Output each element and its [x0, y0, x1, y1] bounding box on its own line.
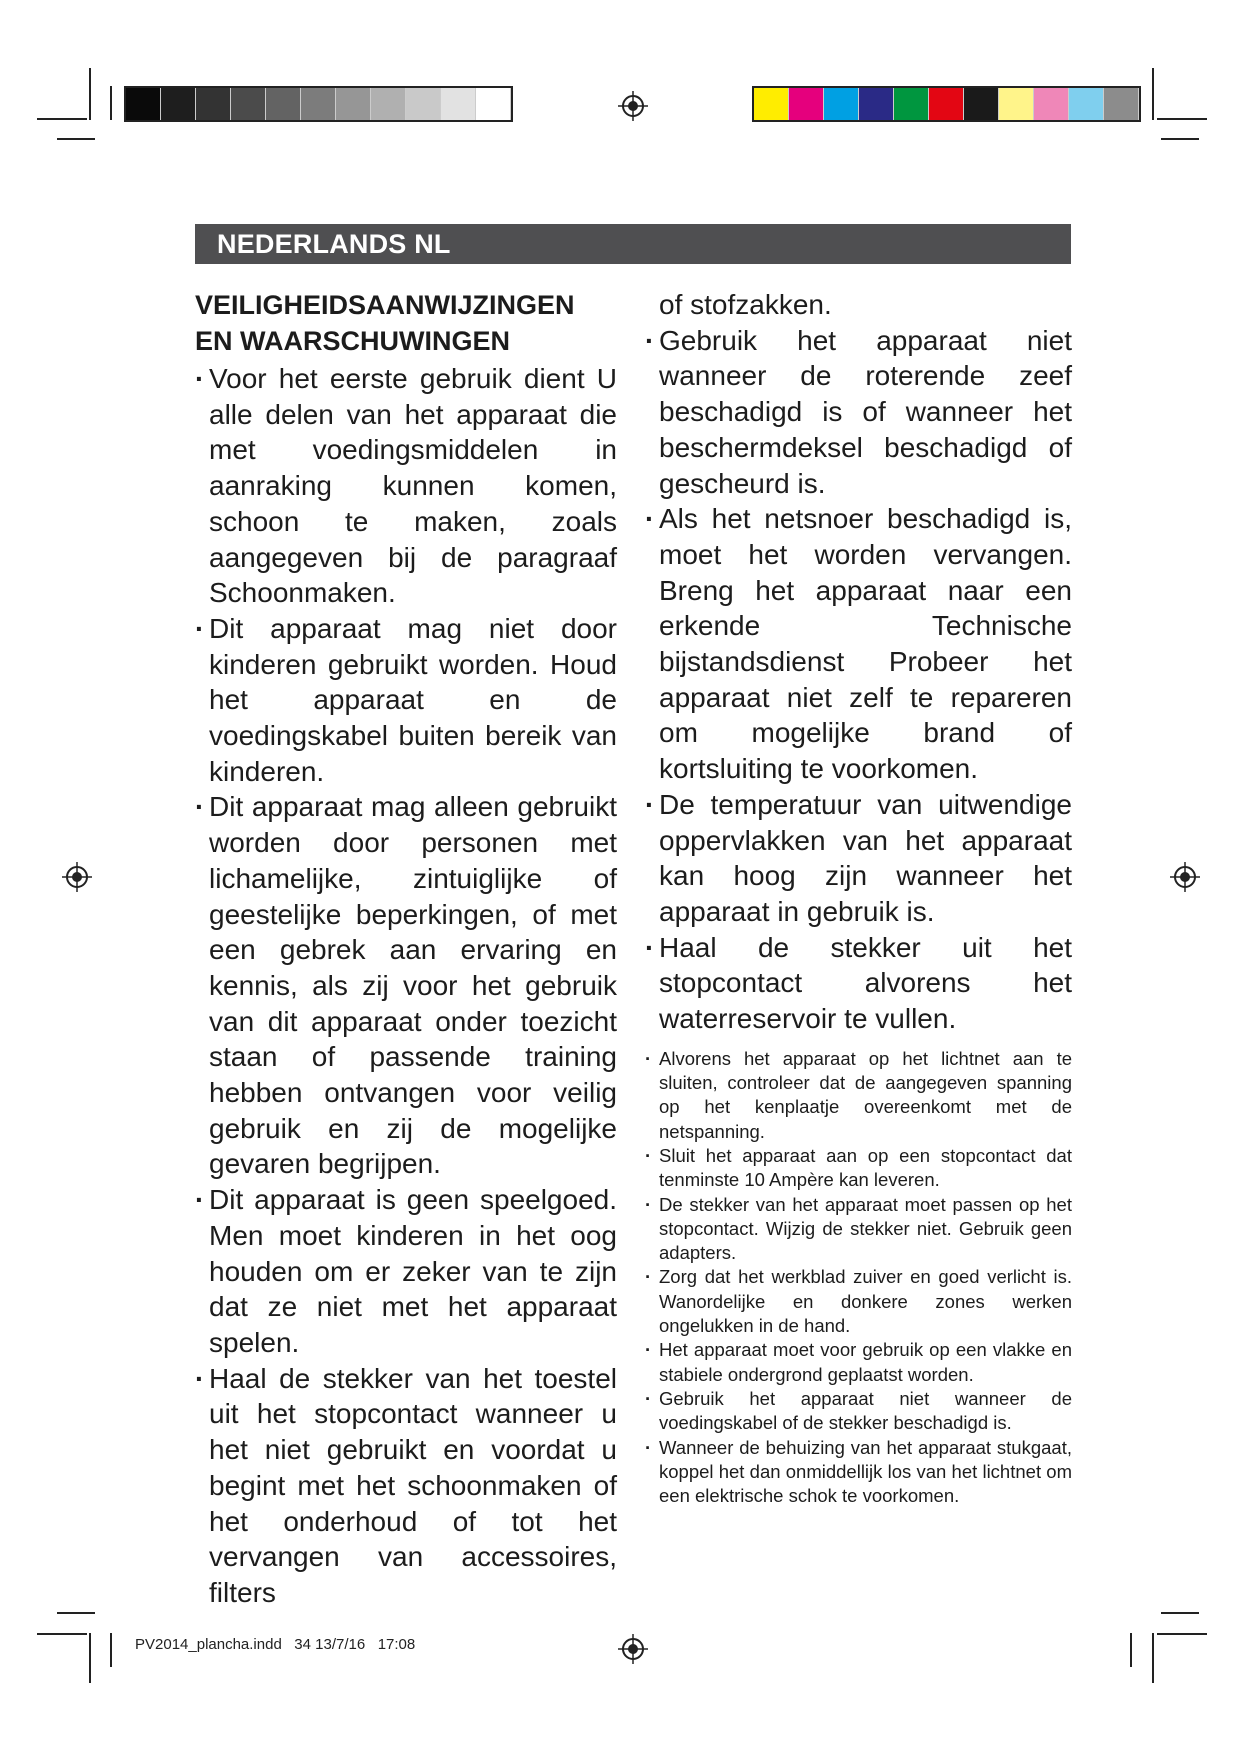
- language-header: NEDERLANDS NL: [195, 224, 1071, 264]
- list-item: · Wanneer de behuizing van het apparaat stukgaat, koppel het dan onmiddellijk los van het lichtnet om een elektrische schok te voorkomen.: [645, 1436, 1072, 1509]
- crop-mark: [110, 1633, 112, 1667]
- list-item: · Dit apparaat mag niet door kinderen gebruikt worden. Houd het apparaat en de voedingskabel buiten bereik van kinderen.: [195, 611, 617, 790]
- crop-mark: [110, 86, 112, 120]
- color-swatch: [336, 88, 371, 120]
- list-item: · Haal de stekker uit het stopcontact alvorens het waterreservoir te vullen.: [645, 930, 1072, 1037]
- list-item: · Gebruik het apparaat niet wanneer de roterende zeef beschadigd is of wanneer het beschermdeksel beschadigd of gescheurd is.: [645, 323, 1072, 502]
- safety-list-small: [645, 1047, 1072, 1509]
- crop-mark: [1152, 1633, 1154, 1683]
- color-swatch: [301, 88, 336, 120]
- color-swatch: [1034, 88, 1069, 120]
- safety-list-right: [645, 323, 1072, 1037]
- crop-mark: [1161, 138, 1199, 140]
- registration-mark-icon: [618, 1634, 648, 1664]
- color-swatch: [894, 88, 929, 120]
- list-item: · Sluit het apparaat aan op een stopcontact dat tenminste 10 Ampère kan leveren.: [645, 1144, 1072, 1193]
- list-item: · Alvorens het apparaat op het lichtnet aan te sluiten, controleer dat de aangegeven spanning op het kenplaatje overeenkomt met de netspanning.: [645, 1047, 1072, 1144]
- color-swatch: [126, 88, 161, 120]
- right-column: [645, 287, 1072, 1508]
- color-swatch: [754, 88, 789, 120]
- list-item: · Voor het eerste gebruik dient U alle delen van het apparaat die met voedingsmiddelen in aanraking kunnen komen, schoon te maken, zoals aangegeven bij de paragraaf Schoonmaken.: [195, 361, 617, 611]
- list-item: · Dit apparaat is geen speelgoed. Men moet kinderen in het oog houden om er zeker van te zijn dat ze niet met het apparaat spelen.: [195, 1182, 617, 1361]
- color-calibration-bar: [752, 86, 1141, 122]
- color-swatch: [161, 88, 196, 120]
- crop-mark: [37, 118, 87, 120]
- list-item: · Haal de stekker van het toestel uit het stopcontact wanneer u het niet gebruikt en voordat u begint met het schoonmaken of het onderhoud of tot het vervangen van accessoires, filters: [195, 1361, 617, 1611]
- crop-mark: [37, 1633, 87, 1635]
- safety-list-left: [195, 361, 617, 1611]
- left-column: [195, 287, 617, 1611]
- section-heading-line2: EN WAARSCHUWINGEN: [195, 326, 510, 356]
- color-swatch: [824, 88, 859, 120]
- registration-mark-icon: [1170, 862, 1200, 892]
- color-swatch: [231, 88, 266, 120]
- continued-text: of stofzakken.: [659, 289, 832, 320]
- color-swatch: [266, 88, 301, 120]
- gray-calibration-bar: [124, 86, 513, 122]
- crop-mark: [57, 138, 95, 140]
- crop-mark: [1157, 1633, 1207, 1635]
- color-swatch: [371, 88, 406, 120]
- registration-mark-icon: [618, 91, 648, 121]
- crop-mark: [57, 1612, 95, 1614]
- list-item: · Gebruik het apparaat niet wanneer de voedingskabel of de stekker beschadigd is.: [645, 1387, 1072, 1436]
- list-item: · Als het netsnoer beschadigd is, moet het worden vervangen. Breng het apparaat naar een erkende Technische bijstandsdienst Probeer het apparaat niet zelf te repareren om mogelijke brand of kortsluiting te voorkomen.: [645, 501, 1072, 787]
- color-swatch: [789, 88, 824, 120]
- print-slug: PV2014_plancha.indd 34 13/7/16 17:08: [135, 1636, 416, 1653]
- color-swatch: [859, 88, 894, 120]
- list-item: · Het apparaat moet voor gebruik op een vlakke en stabiele ondergrond geplaatst worden.: [645, 1338, 1072, 1387]
- registration-mark-icon: [62, 862, 92, 892]
- crop-mark: [1152, 68, 1154, 120]
- list-item: · De stekker van het apparaat moet passen op het stopcontact. Wijzig de stekker niet. Gebruik geen adapters.: [645, 1193, 1072, 1266]
- color-swatch: [929, 88, 964, 120]
- list-item: · Zorg dat het werkblad zuiver en goed verlicht is. Wanordelijke en donkere zones werken ongelukken in de hand.: [645, 1265, 1072, 1338]
- section-heading: [195, 287, 617, 359]
- color-swatch: [964, 88, 999, 120]
- color-swatch: [1069, 88, 1104, 120]
- color-swatch: [1104, 88, 1139, 120]
- crop-mark: [89, 68, 91, 120]
- color-swatch: [476, 88, 511, 120]
- color-swatch: [441, 88, 476, 120]
- color-swatch: [406, 88, 441, 120]
- crop-mark: [1161, 1612, 1199, 1614]
- section-heading-line1: VEILIGHEIDSAANWIJZINGEN: [195, 290, 575, 320]
- color-swatch: [999, 88, 1034, 120]
- crop-mark: [1157, 118, 1207, 120]
- crop-mark: [1130, 1633, 1132, 1667]
- list-item: · Dit apparaat mag alleen gebruikt worden door personen met lichamelijke, zintuiglijke of geestelijke beperkingen, of met een gebrek aan ervaring en kennis, als zij voor het gebruik van dit apparaat onder toezicht staan of passende training hebben ontvangen voor veilig gebruik en zij de mogelijke gevaren begrijpen.: [195, 789, 617, 1182]
- color-swatch: [196, 88, 231, 120]
- crop-mark: [89, 1633, 91, 1683]
- list-item: · De temperatuur van uitwendige oppervlakken van het apparaat kan hoog zijn wanneer het apparaat in gebruik is.: [645, 787, 1072, 930]
